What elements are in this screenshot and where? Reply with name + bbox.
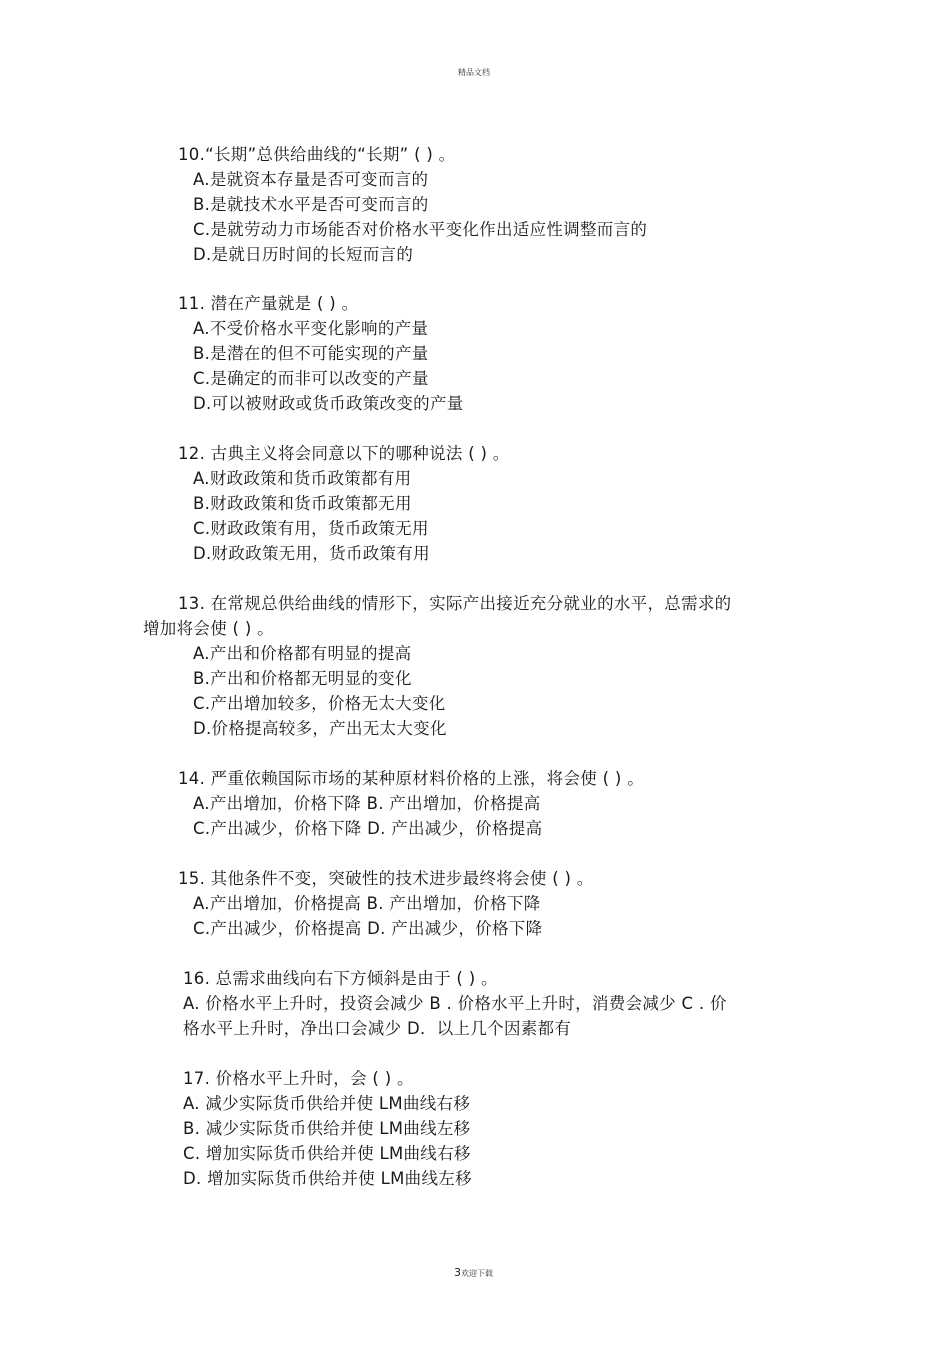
question-14-options-cd: C.产出减少，价格下降 D. 产出减少，价格提高	[193, 819, 543, 838]
question-17-option-d: D. 增加实际货币供给并使 LM曲线左移	[183, 1169, 472, 1188]
question-13-stem-continued: 增加将会使 ( ) 。	[143, 619, 274, 638]
question-12-option-c: C.财政政策有用，货币政策无用	[193, 519, 429, 538]
question-17-stem: 17. 价格水平上升时，会 ( ) 。	[183, 1069, 414, 1088]
question-15-options-ab: A.产出增加，价格提高 B. 产出增加，价格下降	[193, 894, 541, 913]
question-12-stem: 12. 古典主义将会同意以下的哪种说法 ( ) 。	[178, 444, 510, 463]
question-13-option-a: A.产出和价格都有明显的提高	[193, 644, 412, 663]
question-15-stem: 15. 其他条件不变，突破性的技术进步最终将会使 ( ) 。	[178, 869, 594, 888]
question-11-option-a: A.不受价格水平变化影响的产量	[193, 319, 429, 338]
question-10-option-a: A.是就资本存量是否可变而言的	[193, 170, 429, 189]
question-13-stem: 13. 在常规总供给曲线的情形下，实际产出接近充分就业的水平，总需求的	[178, 594, 732, 613]
page-footer	[454, 1261, 493, 1280]
footer-text: 欢迎下载	[461, 1269, 493, 1278]
question-14-options-ab: A.产出增加，价格下降 B. 产出增加，价格提高	[193, 794, 541, 813]
question-17-option-b: B. 减少实际货币供给并使 LM曲线左移	[183, 1119, 471, 1138]
question-12-option-d: D.财政政策无用，货币政策有用	[193, 544, 430, 563]
page-header: 精品文档	[458, 68, 490, 77]
question-11-option-c: C.是确定的而非可以改变的产量	[193, 369, 429, 388]
question-10-option-d: D.是就日历时间的长短而言的	[193, 245, 414, 264]
question-10-option-c: C.是就劳动力市场能否对价格水平变化作出适应性调整而言的	[193, 220, 648, 239]
question-10-stem: 10.“长期”总供给曲线的“长期” ( ) 。	[178, 145, 456, 164]
question-16-options-line2: 格水平上升时，净出口会减少 D．以上几个因素都有	[183, 1019, 572, 1038]
question-16-options-line1: A. 价格水平上升时，投资会减少 B . 价格水平上升时，消费会减少 C . 价	[183, 994, 727, 1013]
question-11-option-d: D.可以被财政或货币政策改变的产量	[193, 394, 464, 413]
question-13-option-c: C.产出增加较多，价格无太大变化	[193, 694, 446, 713]
question-17-option-a: A. 减少实际货币供给并使 LM曲线右移	[183, 1094, 471, 1113]
question-16-stem: 16. 总需求曲线向右下方倾斜是由于 ( ) 。	[183, 969, 498, 988]
question-10-option-b: B.是就技术水平是否可变而言的	[193, 195, 429, 214]
question-14-stem: 14. 严重依赖国际市场的某种原材料价格的上涨，将会使 ( ) 。	[178, 769, 644, 788]
question-13-option-d: D.价格提高较多，产出无太大变化	[193, 719, 447, 738]
page-number: 3	[454, 1266, 461, 1279]
question-12-option-a: A.财政政策和货币政策都有用	[193, 469, 412, 488]
question-11-stem: 11. 潜在产量就是 ( ) 。	[178, 294, 359, 313]
question-15-options-cd: C.产出减少，价格提高 D. 产出减少，价格下降	[193, 919, 543, 938]
question-17-option-c: C. 增加实际货币供给并使 LM曲线右移	[183, 1144, 471, 1163]
question-13-option-b: B.产出和价格都无明显的变化	[193, 669, 412, 688]
question-11-option-b: B.是潜在的但不可能实现的产量	[193, 344, 429, 363]
question-12-option-b: B.财政政策和货币政策都无用	[193, 494, 412, 513]
